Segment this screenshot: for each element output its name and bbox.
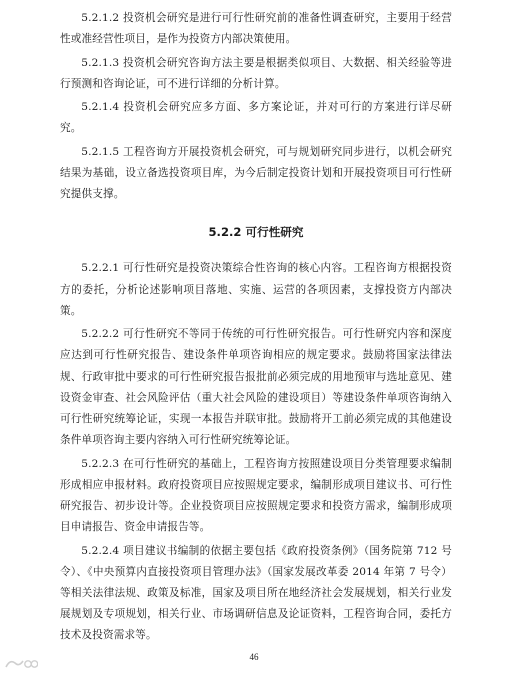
doc88-logo-icon	[4, 658, 38, 670]
paragraph-5-2-2-4: 5.2.2.4 项目建议书编制的依据主要包括《政府投资条例》（国务院第 712 号令）、《中央预算内直接投资项目管理办法》（国家发展改革委 2014 年第 7 号令）等相关法律法规、政策及标准，国家及项目所在地经济社会发展规划，相关行业发展规划及专项规划，相关行业、市场调研信息及论证资料，工程咨询合同，委托方技术及投资需求等。	[60, 544, 452, 642]
page-number: 46	[249, 652, 259, 662]
document-body	[60, 8, 452, 649]
paragraph-5-2-2-3: 5.2.2.3 在可行性研究的基础上，工程咨询方按照建设项目分类管理要求编制形成相应申报材料。政府投资项目应按照规定要求，编制形成项目建议书、可行性研究报告、初步设计等。企业投资项目应按照规定要求和投资方需求，编制形成项目申请报告、资金申请报告等。	[60, 457, 452, 534]
paragraph-5-2-2-1: 5.2.2.1 可行性研究是投资决策综合性咨询的核心内容。工程咨询方根据投资方的委托，分析论述影响项目落地、实施、运营的各项因素，支撑投资方内部决策。	[60, 262, 452, 317]
watermark	[4, 658, 38, 670]
paragraph-5-2-1-3: 5.2.1.3 投资机会研究咨询方法主要是根据类似项目、大数据、相关经验等进行预测和咨询论证，可不进行详细的分析计算。	[60, 56, 452, 90]
section-heading: 5.2.2 可行性研究	[208, 225, 304, 240]
paragraph-5-2-1-4: 5.2.1.4 投资机会研究应多方面、多方案论证，并对可行的方案进行详尽研究。	[60, 101, 452, 135]
paragraph-5-2-2-2: 5.2.2.2 可行性研究不等同于传统的可行性研究报告。可行性研究内容和深度应达到可行性研究报告、建设条件单项咨询相应的规定要求。鼓励将国家法律法规、行政审批中要求的可行性研究报告报批前必须完成的用地预审与选址意见、建设资金审查、社会风险评估（重大社会风险的建设项目）等建设条件单项咨询纳入可行性研究统筹论证，实现一本报告并联审批。鼓励将开工前必须完成的其他建设条件单项咨询主要内容纳入可行性研究统筹论证。	[60, 328, 452, 447]
paragraph-5-2-1-2: 5.2.1.2 投资机会研究是进行可行性研究前的准备性调查研究，主要用于经营性或准经营性项目，是作为投资方内部决策使用。	[60, 12, 452, 46]
paragraph-5-2-1-5: 5.2.1.5 工程咨询方开展投资机会研究，可与规划研究同步进行，以机会研究结果为基础，设立备选投资项目库，为今后制定投资计划和开展投资项目可行性研究提供支撑。	[60, 145, 452, 201]
